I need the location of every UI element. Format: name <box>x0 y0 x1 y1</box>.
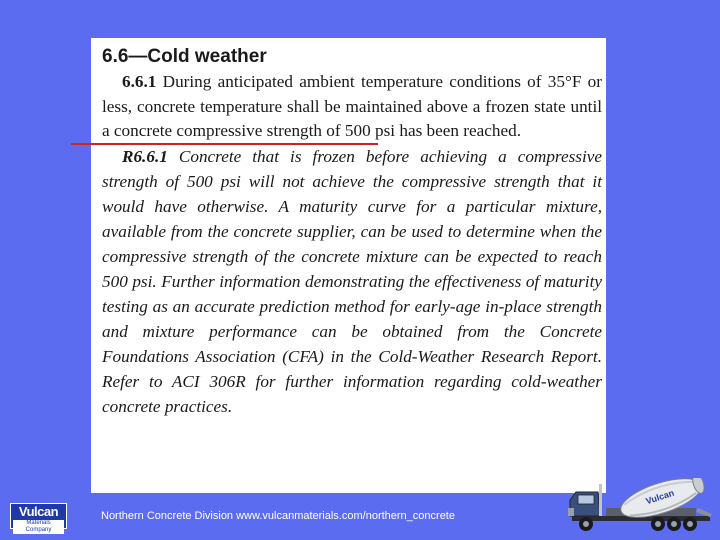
concrete-mixer-truck-icon <box>566 478 716 536</box>
paragraph-number: R6.6.1 <box>122 147 168 167</box>
truck-drum-lettering: Vulcan <box>644 487 676 507</box>
paragraph-text: Concrete that is frozen before achieving a compressive strength of 500 psi will not achieve the compressive strength that it would have otherwise. A maturity curve for a particular mixture, available from the concrete supplier, can be used to determine when the compressive strength of the concrete mixture can be expected to reach 500 psi. Further information demonstrating the effectiveness of maturity testing as an accurate prediction method for early-age in-place strength and mixture performance can be obtained from the Concrete Foundations Association (CFA) in the Cold-Weather Research Report. Refer to ACI 306R for further information regarding cold-weather concrete practices. <box>102 147 603 417</box>
logo-wordmark: Vulcan <box>18 504 59 519</box>
paragraph-6-6-1 <box>102 70 602 144</box>
vulcan-logo <box>10 503 67 533</box>
paragraph-text: During anticipated ambient temperature conditions of 35°F or less, concrete temperature shall be maintained above a frozen state until a concrete compressive strength of 500 psi has been reached. <box>102 72 602 141</box>
document-excerpt <box>91 38 606 493</box>
footer-text: Northern Concrete Division www.vulcanmaterials.com/northern_concrete <box>101 510 455 522</box>
paragraph-number: 6.6.1 <box>122 72 157 91</box>
section-heading: 6.6—Cold weather <box>102 46 267 67</box>
logo-subtitle: Materials Company <box>13 520 64 534</box>
annotation-underline <box>71 143 378 145</box>
paragraph-r6-6-1 <box>102 144 602 419</box>
